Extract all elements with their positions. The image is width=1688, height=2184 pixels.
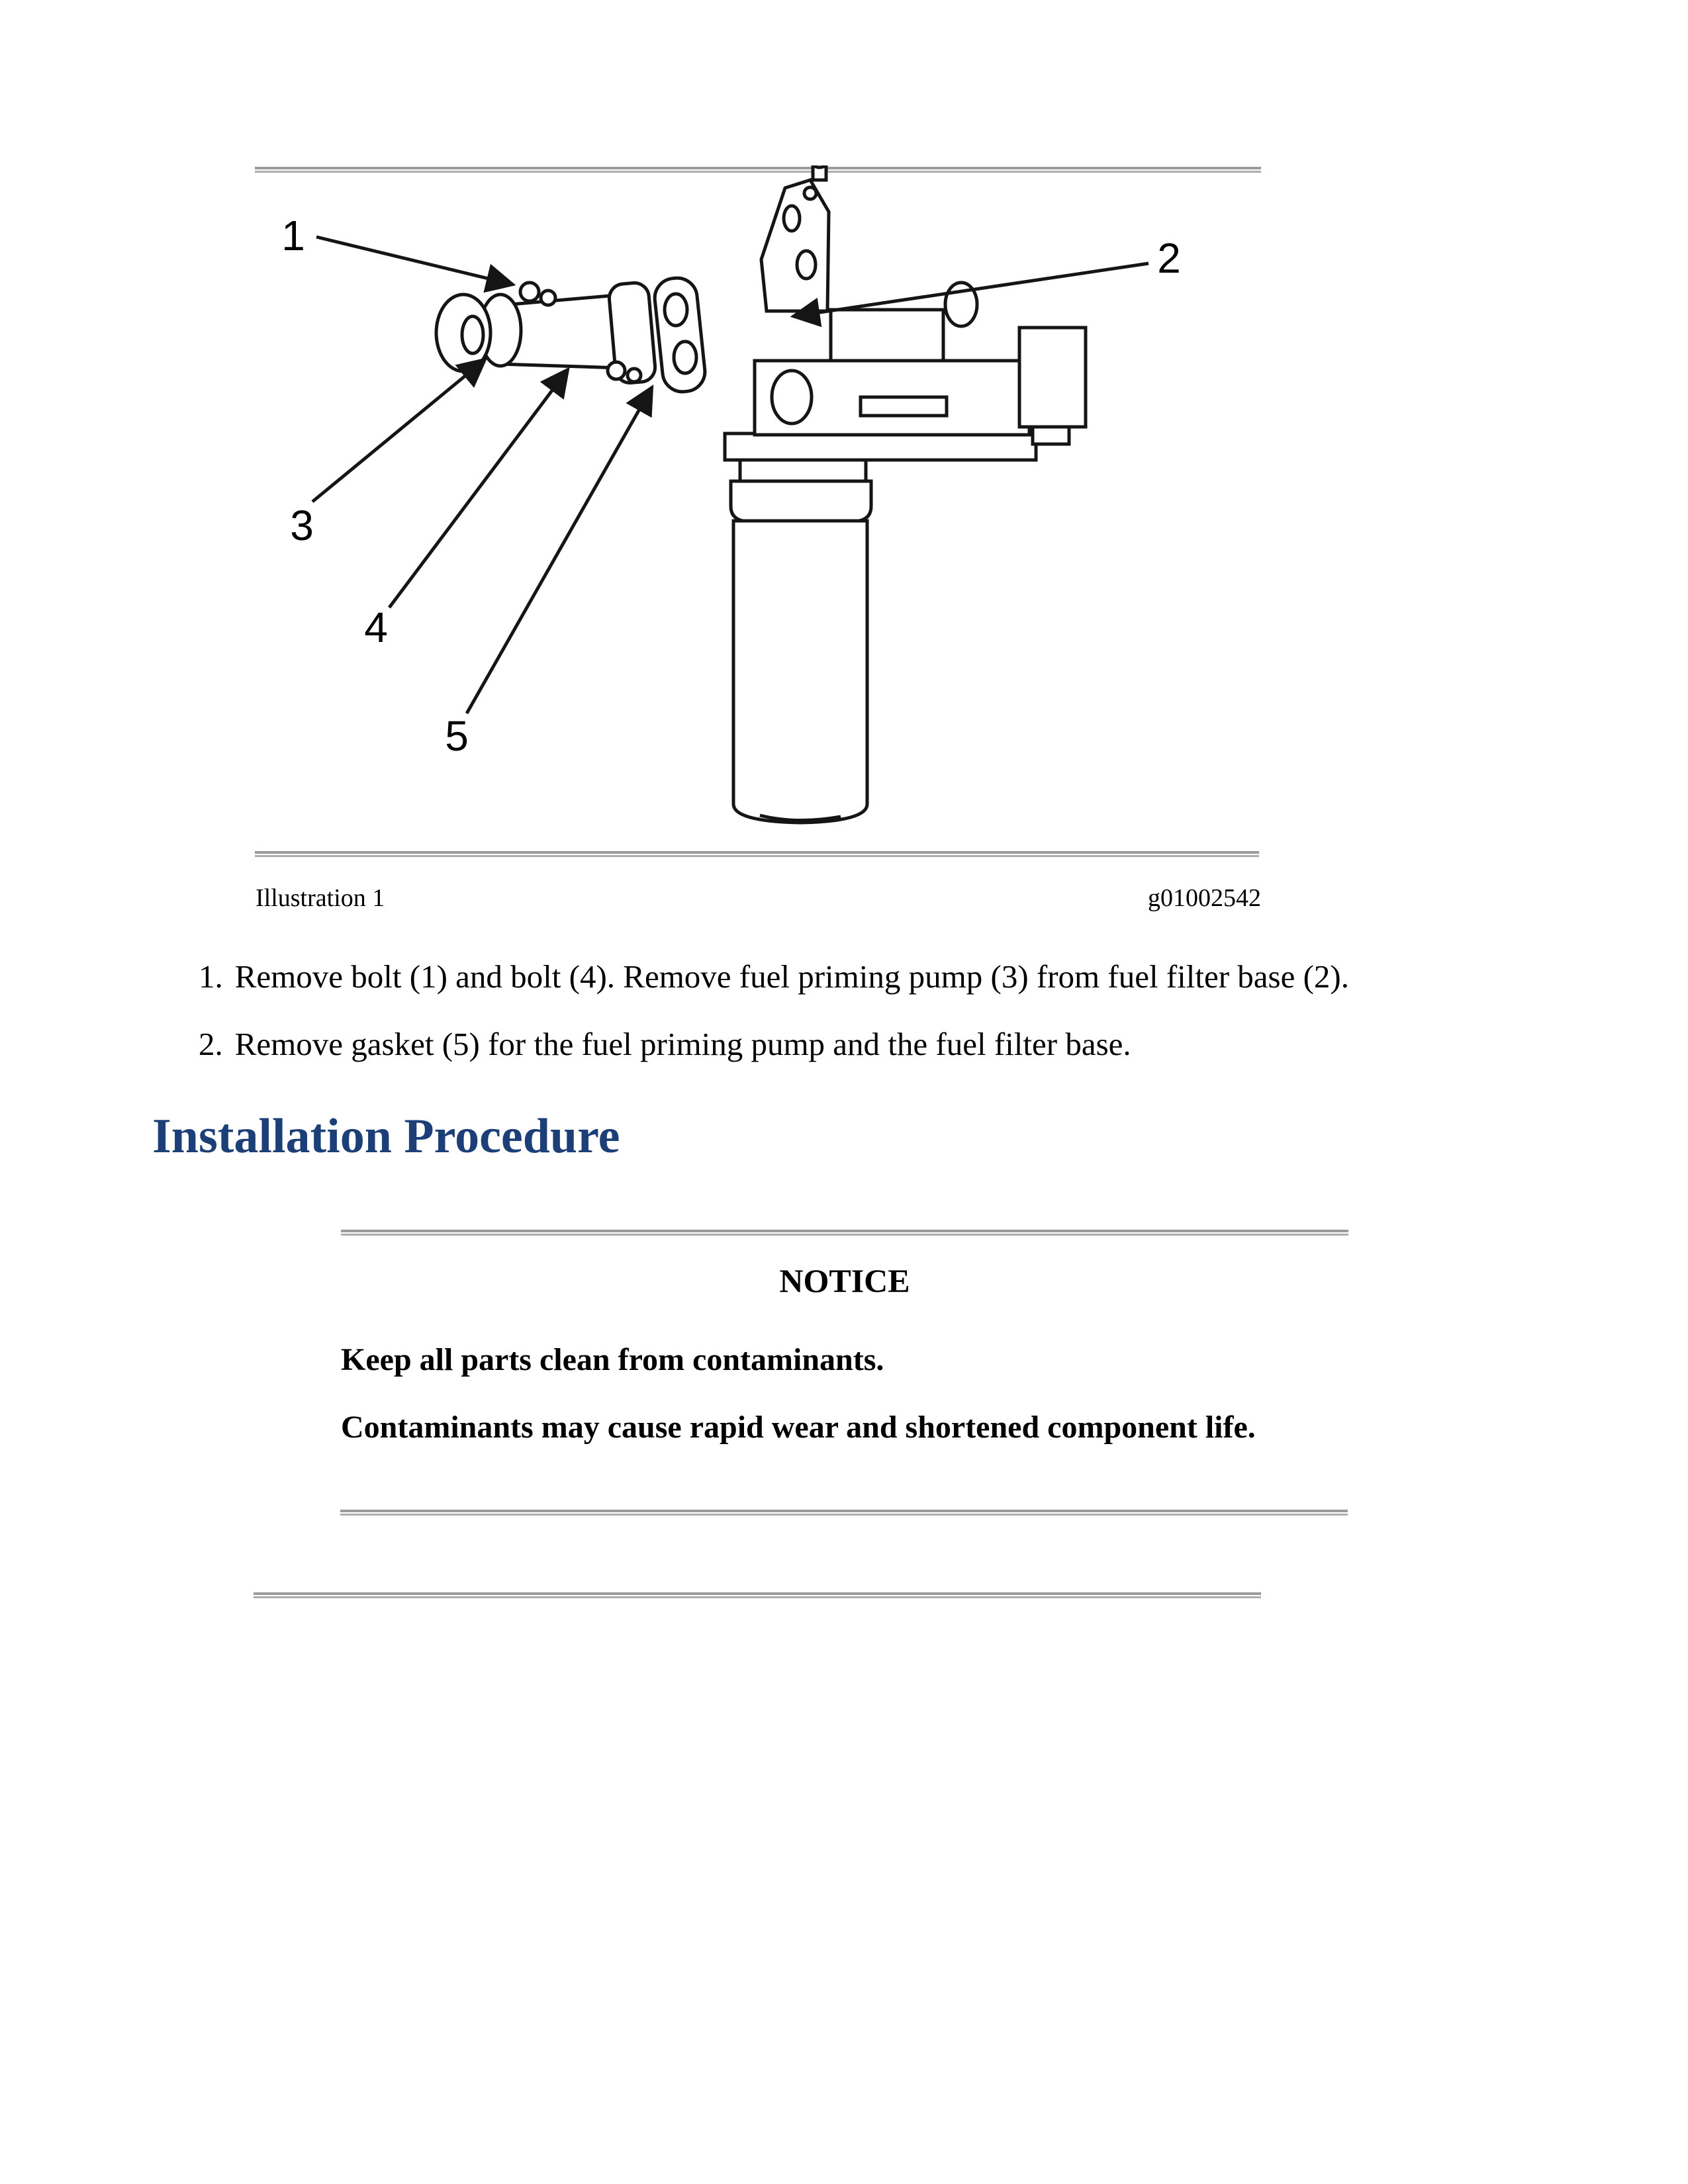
callout-number-2: 2 [1157,234,1181,282]
section-heading: Installation Procedure [152,1109,620,1163]
fuel-filter-canister-drawing [731,460,871,823]
fuel-filter-base-drawing [725,165,1086,460]
step-2 [199,1028,1131,1060]
step-2-text: Remove gasket (5) for the fuel priming pump and the fuel filter base. [234,1026,1131,1062]
gasket-drawing [653,276,707,394]
illustration-bottom-rule [255,851,1259,857]
notice-top-rule [341,1230,1348,1236]
bottom-section-rule [254,1592,1261,1598]
illustration-caption: Illustration 1 [256,884,385,912]
callout-number-4: 4 [364,604,388,651]
step-1 [199,960,1349,993]
step-1-text: Remove bolt (1) and bolt (4). Remove fuel priming pump (3) from fuel filter base (2). [234,958,1350,995]
notice-paragraph-1: Keep all parts clean from contaminants. [341,1342,884,1377]
callout-arrows [312,237,1149,713]
callout-number-1: 1 [281,212,305,259]
notice-title: NOTICE [779,1262,910,1299]
illustration-graphic-id: g01002542 [1148,884,1261,912]
callout-arrow-1 [316,237,513,285]
callout-arrow-5 [467,387,652,713]
bolt-4-drawing [608,362,625,379]
callout-arrow-4 [389,369,568,608]
bolt-1-drawing [520,283,539,301]
callout-arrow-3 [312,359,485,502]
fuel-priming-pump-illustration [255,165,1261,854]
notice-paragraph-2: Contaminants may cause rapid wear and shortened component life. [341,1410,1256,1445]
callout-number-3: 3 [290,502,314,549]
callout-number-5: 5 [445,712,469,760]
notice-bottom-rule [340,1510,1348,1516]
step-2-number: 2. [199,1026,223,1062]
fuel-priming-pump-drawing [436,282,656,385]
step-1-number: 1. [199,958,223,995]
